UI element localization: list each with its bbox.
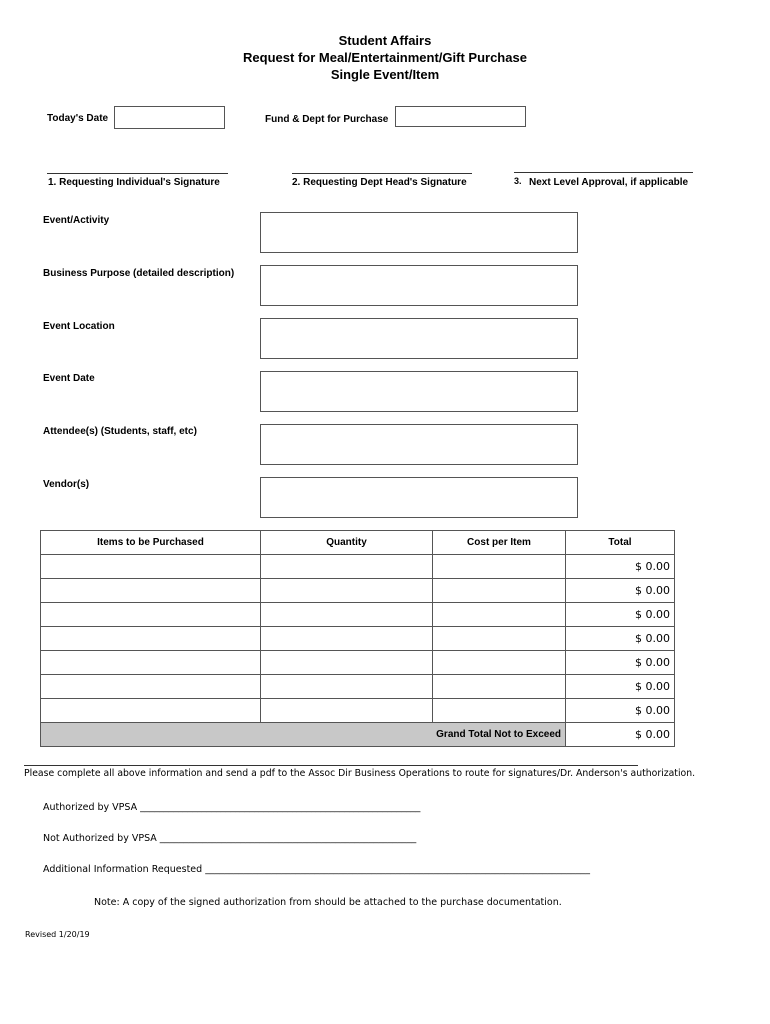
- table-row: [41, 603, 675, 627]
- event-location-field[interactable]: [260, 318, 578, 359]
- not-authorized-line[interactable]: Not Authorized by VPSA ______________________________________________________: [43, 833, 417, 844]
- authorized-line[interactable]: Authorized by VPSA ___________________________________________________________: [43, 802, 421, 813]
- table-row: [41, 579, 675, 603]
- sig3-line[interactable]: [514, 172, 693, 173]
- table-row: [41, 627, 675, 651]
- cost-cell[interactable]: [433, 579, 566, 603]
- total-cell: $ 0.00: [566, 603, 675, 627]
- table-row: [41, 699, 675, 723]
- note-text: Note: A copy of the signed authorization from should be attached to the purchase documentation.: [94, 897, 562, 908]
- cost-cell[interactable]: [433, 675, 566, 699]
- item-cell[interactable]: [41, 627, 261, 651]
- event-location-label: Event Location: [43, 321, 115, 332]
- form-title: [0, 32, 770, 83]
- table-header-row: [41, 531, 675, 555]
- total-cell: $ 0.00: [566, 651, 675, 675]
- event-date-field[interactable]: [260, 371, 578, 412]
- cost-cell[interactable]: [433, 627, 566, 651]
- title-line-1: Student Affairs: [338, 33, 432, 48]
- table-row: [41, 675, 675, 699]
- quantity-cell[interactable]: [261, 555, 433, 579]
- sig2-label: 2. Requesting Dept Head's Signature: [292, 177, 467, 188]
- grand-total-value: $ 0.00: [566, 723, 675, 747]
- total-cell: $ 0.00: [566, 555, 675, 579]
- total-cell: $ 0.00: [566, 579, 675, 603]
- cost-cell[interactable]: [433, 603, 566, 627]
- total-cell: $ 0.00: [566, 699, 675, 723]
- vendors-label: Vendor(s): [43, 479, 90, 490]
- quantity-cell[interactable]: [261, 675, 433, 699]
- todays-date-field[interactable]: [114, 106, 225, 129]
- header-cost-per-item: Cost per Item: [433, 531, 566, 555]
- items-table: [40, 530, 675, 747]
- sig1-label: 1. Requesting Individual's Signature: [48, 177, 220, 188]
- sig2-line[interactable]: [292, 173, 472, 174]
- grand-total-label: Grand Total Not to Exceed: [41, 723, 566, 747]
- instruction-text: Please complete all above information and send a pdf to the Assoc Dir Business Operations to route for signatures/Dr. Anderson's authorization.: [24, 768, 696, 779]
- attendees-field[interactable]: [260, 424, 578, 465]
- attendees-label: Attendee(s) (Students, staff, etc): [43, 426, 197, 437]
- header-items: Items to be Purchased: [41, 531, 261, 555]
- header-quantity: Quantity: [261, 531, 433, 555]
- quantity-cell[interactable]: [261, 627, 433, 651]
- cost-cell[interactable]: [433, 555, 566, 579]
- additional-info-line[interactable]: Additional Information Requested _________________________________________________________________________________: [43, 864, 590, 875]
- table-row: [41, 651, 675, 675]
- item-cell[interactable]: [41, 675, 261, 699]
- grand-total-row: [41, 723, 675, 747]
- item-cell[interactable]: [41, 603, 261, 627]
- total-cell: $ 0.00: [566, 675, 675, 699]
- item-cell[interactable]: [41, 555, 261, 579]
- item-cell[interactable]: [41, 699, 261, 723]
- quantity-cell[interactable]: [261, 651, 433, 675]
- cost-cell[interactable]: [433, 651, 566, 675]
- header-total: Total: [566, 531, 675, 555]
- sig1-line[interactable]: [47, 173, 228, 174]
- todays-date-label: Today's Date: [47, 113, 109, 124]
- total-cell: $ 0.00: [566, 627, 675, 651]
- event-activity-label: Event/Activity: [43, 215, 110, 226]
- title-line-2: Request for Meal/Entertainment/Gift Purchase: [243, 50, 527, 65]
- quantity-cell[interactable]: [261, 699, 433, 723]
- item-cell[interactable]: [41, 579, 261, 603]
- footer-divider: [24, 765, 638, 766]
- table-row: [41, 555, 675, 579]
- event-activity-field[interactable]: [260, 212, 578, 253]
- sig3-label: Next Level Approval, if applicable: [529, 177, 689, 188]
- item-cell[interactable]: [41, 651, 261, 675]
- quantity-cell[interactable]: [261, 579, 433, 603]
- sig3-number: 3.: [514, 176, 522, 186]
- vendors-field[interactable]: [260, 477, 578, 518]
- fund-dept-label: Fund & Dept for Purchase: [265, 114, 389, 125]
- cost-cell[interactable]: [433, 699, 566, 723]
- title-line-3: Single Event/Item: [330, 67, 440, 82]
- event-date-label: Event Date: [43, 373, 95, 384]
- business-purpose-label: Business Purpose (detailed description): [43, 268, 235, 279]
- fund-dept-field[interactable]: [395, 106, 526, 127]
- revised-date: Revised 1/20/19: [25, 930, 90, 939]
- quantity-cell[interactable]: [261, 603, 433, 627]
- business-purpose-field[interactable]: [260, 265, 578, 306]
